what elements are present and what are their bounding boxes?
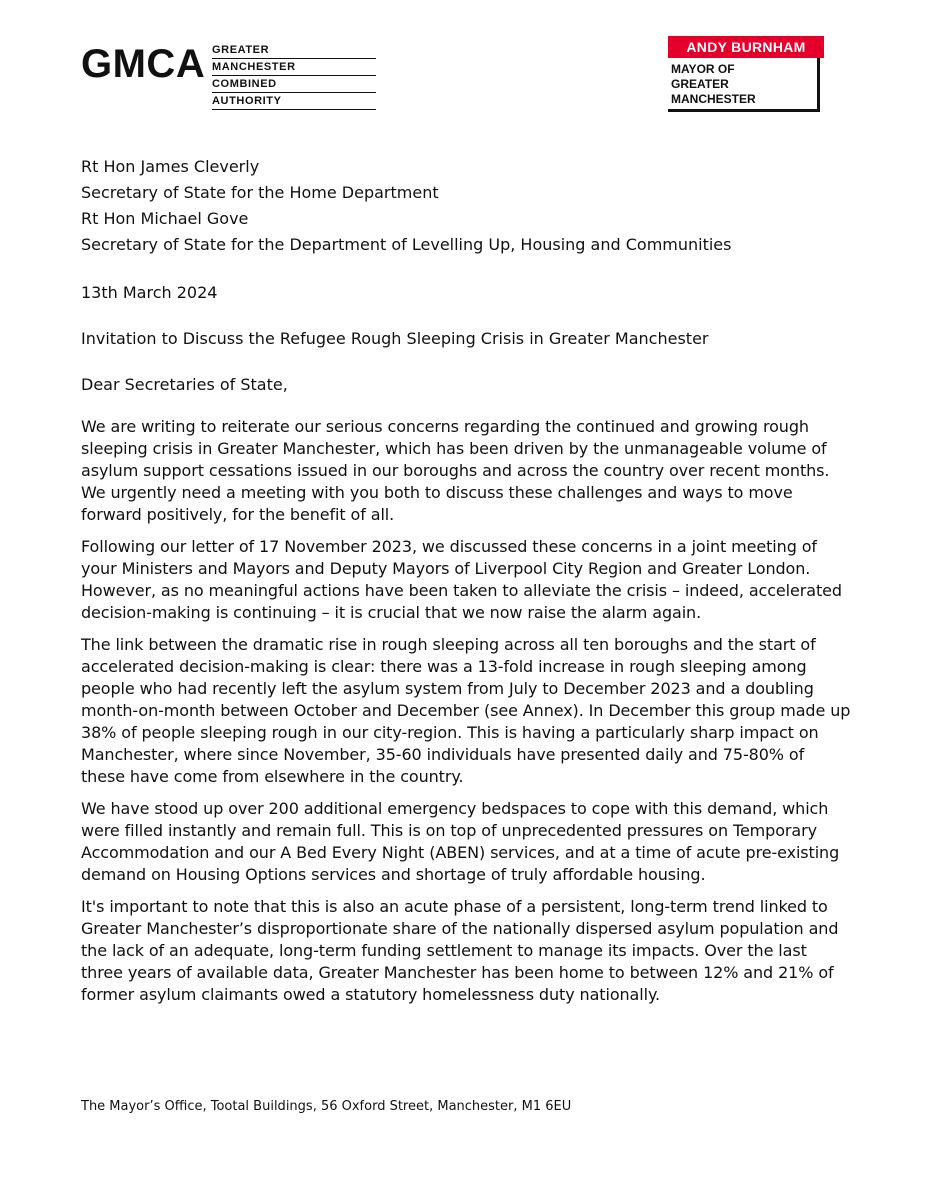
gmca-line: GREATER bbox=[212, 42, 376, 59]
recipient-line: Rt Hon Michael Gove bbox=[81, 209, 249, 228]
recipient-block bbox=[81, 154, 851, 258]
recipient-line: Secretary of State for the Department of Levelling Up, Housing and Communities bbox=[81, 235, 732, 254]
mayor-title-block bbox=[668, 58, 820, 112]
gmca-mark: GMCA bbox=[81, 42, 206, 86]
body-paragraph: We are writing to reiterate our serious concerns regarding the continued and growing rough sleeping crisis in Greater Manchester, which has been driven by the unmanageable volume of asylum support cessations issued in our boroughs and across the country over recent months. We urgently need a meeting with you both to discuss these challenges and ways to move forward positively, for the benefit of all. bbox=[81, 417, 830, 524]
gmca-line: MANCHESTER bbox=[212, 59, 376, 76]
body-paragraph: Following our letter of 17 November 2023, we discussed these concerns in a joint meeting of your Ministers and Mayors and Deputy Mayors of Liverpool City Region and Greater London. However, as no meaningful actions have been taken to alleviate the crisis – indeed, accelerated decision-making is continuing – it is crucial that we now raise the alarm again. bbox=[81, 537, 842, 622]
recipient-line: Rt Hon James Cleverly bbox=[81, 157, 260, 176]
mayor-title-line: MANCHESTER bbox=[671, 92, 756, 106]
letter-subject: Invitation to Discuss the Refugee Rough Sleeping Crisis in Greater Manchester bbox=[81, 329, 709, 348]
mayor-logo bbox=[668, 36, 824, 114]
body-paragraph: The link between the dramatic rise in rough sleeping across all ten boroughs and the start of accelerated decision-making is clear: there was a 13-fold increase in rough sleeping among people who had recently left the asylum system from July to December 2023 and a doubling month-on-month between October and December (see Annex). In December this group made up 38% of people sleeping rough in our city-region. This is having a particularly sharp impact on Manchester, where since November, 35-60 individuals have presented daily and 75-80% of these have come from elsewhere in the country. bbox=[81, 635, 851, 786]
gmca-wordmark bbox=[212, 42, 376, 110]
gmca-line: AUTHORITY bbox=[212, 93, 376, 110]
gmca-logo bbox=[81, 40, 301, 112]
letter-date: 13th March 2024 bbox=[81, 283, 218, 302]
body-paragraph: It's important to note that this is also an acute phase of a persistent, long-term trend linked to Greater Manchester’s disproportionate share of the nationally dispersed asylum population and the lack of an adequate, long-term funding settlement to manage its impacts. Over the last three years of available data, Greater Manchester has been home to between 12% and 21% of former asylum claimants owed a statutory homelessness duty nationally. bbox=[81, 897, 839, 1004]
salutation: Dear Secretaries of State, bbox=[81, 375, 288, 394]
gmca-line: COMBINED bbox=[212, 76, 376, 93]
footer-address: The Mayor’s Office, Tootal Buildings, 56 Oxford Street, Manchester, M1 6EU bbox=[81, 1099, 572, 1114]
mayor-name-banner: ANDY BURNHAM bbox=[668, 36, 824, 58]
recipient-line: Secretary of State for the Home Department bbox=[81, 183, 439, 202]
mayor-title-line: GREATER bbox=[671, 77, 729, 91]
body-paragraph: We have stood up over 200 additional emergency bedspaces to cope with this demand, which were filled instantly and remain full. This is on top of unprecedented pressures on Temporary Accommodation and our A Bed Every Night (ABEN) services, and at a time of acute pre-existing demand on Housing Options services and shortage of truly affordable housing. bbox=[81, 799, 840, 884]
letter-body bbox=[81, 154, 851, 1006]
mayor-title-line: MAYOR OF bbox=[671, 62, 735, 76]
